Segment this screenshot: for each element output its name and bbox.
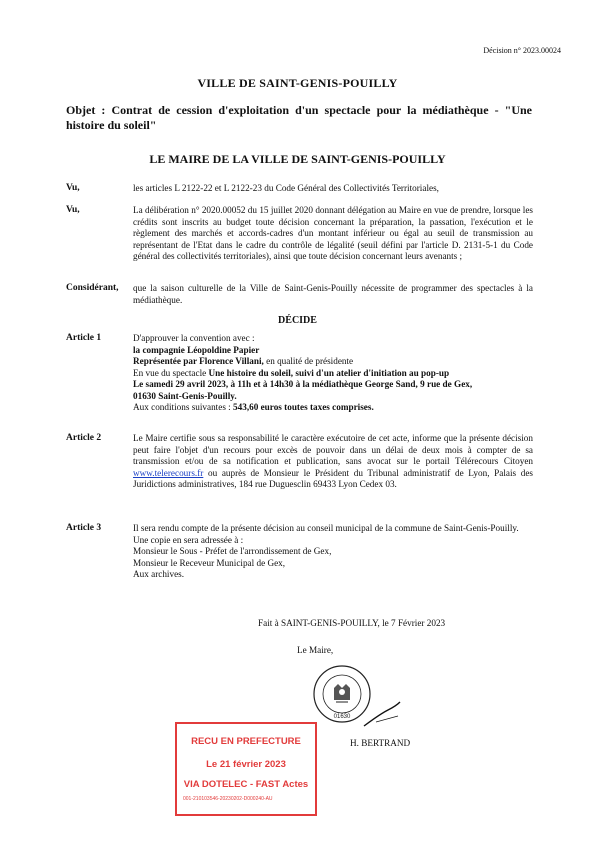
recipient-1: Monsieur le Sous - Préfet de l'arrondissement de Gex,: [133, 546, 332, 556]
considerant-label: Considérant,: [66, 283, 119, 293]
seal-code: 01630: [333, 714, 351, 720]
article-1-representative: Représentée par Florence Villani,: [133, 356, 264, 366]
article-2-text-post: ou auprès de Monsieur le Président du Tribunal administratif de Lyon, Palais des Juridictions administratives, 184 rue Duguesclin 69433 Lyon Cedex 03.: [133, 467, 533, 489]
vu-text-1: les articles L 2122-22 et L 2122-23 du Code Général des Collectivités Territoriales,: [133, 183, 439, 193]
article-2-text-pre: Le Maire certifie sous sa responsabilité le caractère exécutoire de cet acte, informe que la présente décision peut faire l'objet d'un recours pour excès de pouvoir dans un délai de deux mois à compter de sa transmission et/ou de sa notification et publication, sans avocat sur le portail Télérecours Citoyen: [133, 433, 533, 466]
article-3-body: [133, 523, 533, 581]
vu-label-2: Vu,: [66, 205, 80, 215]
recipient-3: Aux archives.: [133, 569, 185, 579]
recipient-2: Monsieur le Receveur Municipal de Gex,: [133, 557, 286, 568]
decide-title: DÉCIDE: [278, 315, 317, 326]
article-1-amount: 543,60 euros toutes taxes comprises.: [233, 402, 374, 412]
signature-stroke-icon: [362, 700, 402, 730]
signatory-name: H. BERTRAND: [350, 738, 411, 748]
stamp-received: RECU EN PREFECTURE: [191, 736, 301, 747]
telerecours-link[interactable]: www.telerecours.fr: [133, 467, 204, 478]
decision-number: Décision n° 2023.00024: [483, 46, 561, 55]
vu-text-2: La délibération n° 2020.00052 du 15 juillet 2020 donnant délégation au Maire en vue de prendre, lorsque les crédits sont inscrits au budget toute décision concernant la préparation, la passation, l'exécution et le règlement des marchés et accords-cadres d'un montant inférieur ou égal au seuil de transmission au représentant de l'Etat dans le cadre du contrôle de légalité (seuil défini par l'article D. 2131-5-1 du Code général des collectivités territoriales), ainsi que toute décision concernant leurs avenants ;: [133, 205, 533, 261]
article-2-label: Article 2: [66, 433, 102, 443]
article-1-representative-role: en qualité de présidente: [263, 356, 354, 366]
article-3-label: Article 3: [66, 523, 102, 533]
article-1-event-prefix: En vue du spectacle: [133, 367, 209, 378]
object-heading: Objet : Contrat de cession d'exploitation d'un spectacle pour la médiathèque - "Une histoire du soleil": [66, 103, 532, 132]
done-at: Fait à SAINT-GENIS-POUILLY, le 7 Février 2023: [258, 618, 446, 628]
article-1-event-title: Une histoire du soleil, suivi d'un atelier d'initiation au pop-up: [208, 367, 450, 378]
stamp-date: Le 21 février 2023: [206, 759, 286, 770]
article-2-body: [133, 433, 533, 491]
copy-intro: Une copie en sera adressée à :: [133, 534, 244, 545]
prefecture-stamp: [175, 722, 317, 816]
article-1-body: [133, 333, 533, 414]
mayor-title: LE MAIRE DE LA VILLE DE SAINT-GENIS-POUILLY: [149, 152, 446, 166]
article-1-date-line-1: Le samedi 29 avril 2023, à 11h et à 14h30 à la médiathèque George Sand, 9 rue de Gex,: [133, 379, 473, 389]
article-1-intro: D'approuver la convention avec :: [133, 333, 255, 343]
article-1-label: Article 1: [66, 333, 102, 343]
signature-role: Le Maire,: [297, 645, 334, 655]
article-1-date-line-2: 01630 Saint-Genis-Pouilly.: [133, 390, 237, 401]
considerant-text: que la saison culturelle de la Ville de Saint-Genis-Pouilly nécessite de programmer des spectacles à la médiathèque.: [133, 283, 533, 305]
stamp-via: VIA DOTELEC - FAST Actes: [183, 779, 309, 790]
article-1-company: la compagnie Léopoldine Papier: [133, 344, 260, 355]
article-1-conditions-prefix: Aux conditions suivantes :: [133, 402, 234, 412]
city-title: VILLE DE SAINT-GENIS-POUILLY: [197, 76, 398, 90]
stamp-reference: 001-210103546-20230202-D000240-AU: [183, 796, 273, 802]
vu-label-1: Vu,: [66, 183, 80, 193]
article-3-text: Il sera rendu compte de la présente décision au conseil municipal de la commune de Saint-Genis-Pouilly.: [133, 523, 519, 533]
